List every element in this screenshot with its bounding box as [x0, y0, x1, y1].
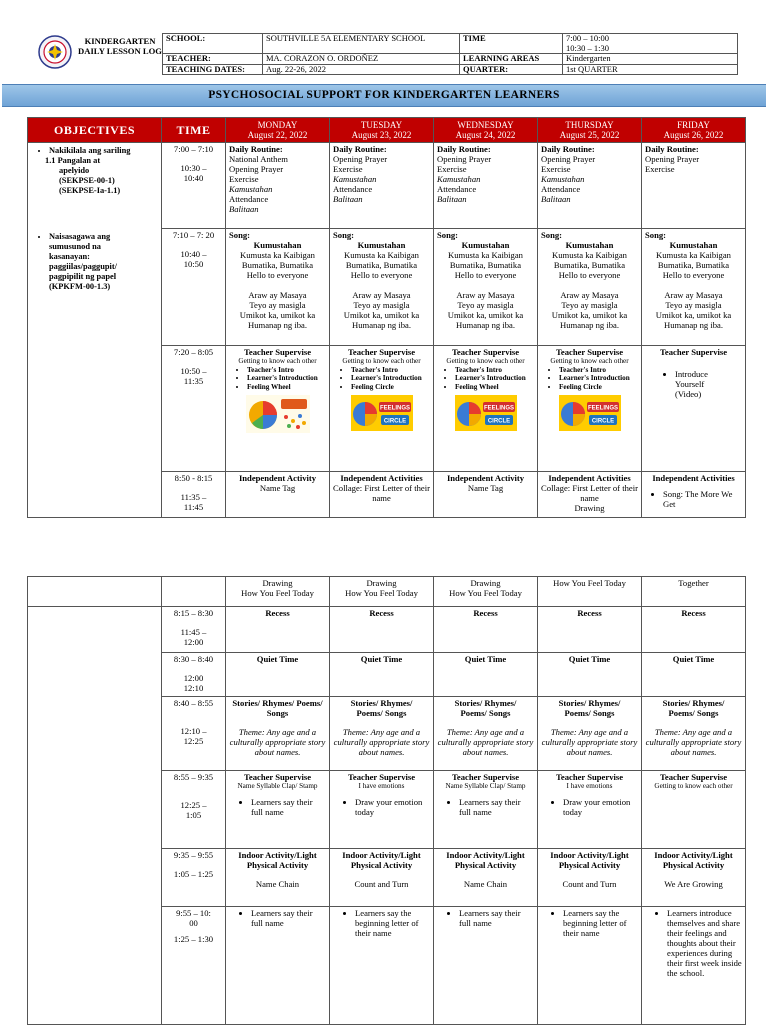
- quiet-friday: Quiet Time: [642, 653, 746, 697]
- continued-monday: Drawing How You Feel Today: [226, 577, 330, 607]
- objective-2: • Naisasagawa ang sumusunod na kasanayan: paggiilas/paggupit/ pagpipilit ng papel (KPKFM-00-1.3): [49, 232, 158, 292]
- time-cell-indoor: 9:35 – 9:55 1:05 – 1:25: [162, 849, 226, 907]
- dll-title-line2: DAILY LESSON LOG: [78, 46, 162, 56]
- feelings-circle-picture: [437, 395, 534, 431]
- recess-monday: Recess: [226, 607, 330, 653]
- day-header-monday: MONDAY August 22, 2022: [226, 118, 330, 143]
- time-cell-supervise-2: 8:55 – 9:35 12:25 – 1:05: [162, 771, 226, 849]
- quiet-thursday: Quiet Time: [538, 653, 642, 697]
- time-cell-supervise: 7:20 – 8:05 10:50 – 11:35: [162, 346, 226, 472]
- indoor-wednesday: Indoor Activity/Light Physical Activity Name Chain: [434, 849, 538, 907]
- lesson-table-2: [27, 576, 746, 1025]
- supervise-thursday: Teacher Supervise Getting to know each other • Teacher's Intro • Learner's Introduction • Feeling Circle FEELINGS CIRCLE: [538, 346, 642, 472]
- continued-friday: Together: [642, 577, 746, 607]
- objective-1: • Nakikilala ang sariling 1.1 Pangalan at apelyido (SEKPSE-00-1) (SEKPSE-Ia-1.1): [49, 146, 158, 196]
- objectives-cell: [28, 143, 162, 518]
- learning-areas-value: Kindergarten: [563, 54, 738, 65]
- routine-friday: Daily Routine: Opening Prayer Exercise: [642, 143, 746, 229]
- last-monday: • Learners say their full name: [226, 907, 330, 1025]
- supervise2-friday: Teacher Supervise Getting to know each other: [642, 771, 746, 849]
- supervise2-thursday: Teacher Supervise I have emotions • Draw your emotion today: [538, 771, 642, 849]
- quarter-label: QUARTER:: [460, 64, 563, 75]
- time-continued: [162, 577, 226, 607]
- supervise2-wednesday: Teacher Supervise Name Syllable Clap/ Stamp • Learners say their full name: [434, 771, 538, 849]
- supervise-friday: Teacher Supervise • Introduce Yourself (Video): [642, 346, 746, 472]
- independent-tuesday: Independent Activities Collage: First Letter of their name: [330, 472, 434, 518]
- svg-text:CIRCLE: CIRCLE: [591, 418, 614, 425]
- feeling-wheel-picture: [229, 395, 326, 433]
- time-cell-last: 9:55 – 10: 00 1:25 – 1:30: [162, 907, 226, 1025]
- objectives-continued: [28, 577, 162, 607]
- independent-friday: Independent Activities • Song: The More We Get: [642, 472, 746, 518]
- last-wednesday: • Learners say their full name: [434, 907, 538, 1025]
- teaching-dates-label: TEACHING DATES:: [163, 64, 263, 75]
- recess-thursday: Recess: [538, 607, 642, 653]
- indoor-friday: Indoor Activity/Light Physical Activity We Are Growing: [642, 849, 746, 907]
- quiet-tuesday: Quiet Time: [330, 653, 434, 697]
- continued-tuesday: Drawing How You Feel Today: [330, 577, 434, 607]
- independent-wednesday: Independent Activity Name Tag: [434, 472, 538, 518]
- stories-monday: Stories/ Rhymes/ Poems/ Songs Theme: Any age and a culturally appropriate story about names.: [226, 697, 330, 771]
- dll-title-line1: KINDERGARTEN: [84, 36, 156, 46]
- svg-text:CIRCLE: CIRCLE: [383, 418, 406, 425]
- feelings-circle-picture: [541, 395, 638, 431]
- stories-friday: Stories/ Rhymes/ Poems/ Songs Theme: Any age and a culturally appropriate story about names.: [642, 697, 746, 771]
- header-info-table: [162, 33, 738, 75]
- page-banner: PSYCHOSOCIAL SUPPORT FOR KINDERGARTEN LEARNERS: [2, 84, 766, 107]
- continued-thursday: How You Feel Today: [538, 577, 642, 607]
- time-header: TIME: [162, 118, 226, 143]
- recess-wednesday: Recess: [434, 607, 538, 653]
- independent-thursday: Independent Activities Collage: First Letter of their name Drawing: [538, 472, 642, 518]
- time-cell-quiet: 8:30 – 8:40 12:00 12:10: [162, 653, 226, 697]
- teaching-dates-value: Aug. 22-26, 2022: [263, 64, 460, 75]
- last-thursday: • Learners say the beginning letter of their name: [538, 907, 642, 1025]
- continued-wednesday: Drawing How You Feel Today: [434, 577, 538, 607]
- time-value-1: 7:00 – 10:00: [566, 33, 609, 43]
- indoor-monday: Indoor Activity/Light Physical Activity Name Chain: [226, 849, 330, 907]
- time-value: [563, 34, 738, 54]
- song-friday: Song: Kumustahan Kumusta ka Kaibigan Bumatika, Bumatika Hello to everyone Araw ay Masaya Teyo ay masigla Umikot ka, umikot ka Humanap ng iba.: [642, 229, 746, 346]
- last-tuesday: • Learners say the beginning letter of their name: [330, 907, 434, 1025]
- indoor-thursday: Indoor Activity/Light Physical Activity Count and Turn: [538, 849, 642, 907]
- day-header-wednesday: WEDNESDAY August 24, 2022: [434, 118, 538, 143]
- svg-text:FEELINGS: FEELINGS: [587, 405, 618, 412]
- time-label: TIME: [460, 34, 563, 54]
- stories-wednesday: Stories/ Rhymes/ Poems/ Songs Theme: Any age and a culturally appropriate story about names.: [434, 697, 538, 771]
- supervise-tuesday: Teacher Supervise Getting to know each other • Teacher's Intro • Learner's Introduction • Feeling Circle FEELINGS CIRCLE: [330, 346, 434, 472]
- stories-thursday: Stories/ Rhymes/ Poems/ Songs Theme: Any age and a culturally appropriate story about names.: [538, 697, 642, 771]
- feelings-circle-picture: [333, 395, 430, 431]
- quiet-wednesday: Quiet Time: [434, 653, 538, 697]
- school-label: SCHOOL:: [163, 34, 263, 54]
- quarter-value: 1st QUARTER: [563, 64, 738, 75]
- time-cell-independent: 8:50 - 8:15 11:35 – 11:45: [162, 472, 226, 518]
- quiet-monday: Quiet Time: [226, 653, 330, 697]
- supervise2-monday: Teacher Supervise Name Syllable Clap/ Stamp • Learners say their full name: [226, 771, 330, 849]
- teacher-value: MA. CORAZON O. ORDOÑEZ: [263, 54, 460, 65]
- indoor-tuesday: Indoor Activity/Light Physical Activity Count and Turn: [330, 849, 434, 907]
- song-wednesday: Song: Kumustahan Kumusta ka Kaibigan Bumatika, Bumatika Hello to everyone Araw ay Masaya Teyo ay masigla Umikot ka, umikot ka Humanap ng iba.: [434, 229, 538, 346]
- supervise-wednesday: Teacher Supervise Getting to know each other • Teacher's Intro • Learner's Introduction • Feeling Wheel FEELINGS CIRCLE: [434, 346, 538, 472]
- recess-friday: Recess: [642, 607, 746, 653]
- time-cell-recess: 8:15 – 8:30 11:45 – 12:00: [162, 607, 226, 653]
- day-header-thursday: THURSDAY August 25, 2022: [538, 118, 642, 143]
- routine-thursday: Daily Routine: Opening Prayer Exercise Kamustahan Attendance Balitaan: [538, 143, 642, 229]
- school-value: SOUTHVILLE 5A ELEMENTARY SCHOOL: [263, 34, 460, 54]
- time-cell-routine: 7:00 – 7:10 10:30 – 10:40: [162, 143, 226, 229]
- objectives-cell-2: [28, 607, 162, 1025]
- time-cell-song: 7:10 – 7: 20 10:40 – 10:50: [162, 229, 226, 346]
- time-value-2: 10:30 – 1:30: [566, 42, 609, 53]
- svg-text:FEELINGS: FEELINGS: [483, 405, 514, 412]
- lesson-table-1: [27, 117, 746, 518]
- svg-text:CIRCLE: CIRCLE: [487, 418, 510, 425]
- teacher-label: TEACHER:: [163, 54, 263, 65]
- routine-monday: Daily Routine: National Anthem Opening Prayer Exercise Kamustahan Attendance Balitaan: [226, 143, 330, 229]
- routine-wednesday: Daily Routine: Opening Prayer Exercise Kamustahan Attendance Balitaan: [434, 143, 538, 229]
- time-cell-stories: 8:40 – 8:55 12:10 – 12:25: [162, 697, 226, 771]
- recess-tuesday: Recess: [330, 607, 434, 653]
- song-tuesday: Song: Kumustahan Kumusta ka Kaibigan Bumatika, Bumatika Hello to everyone Araw ay Masaya Teyo ay masigla Umikot ka, umikot ka Humanap ng iba.: [330, 229, 434, 346]
- supervise2-tuesday: Teacher Supervise I have emotions • Draw your emotion today: [330, 771, 434, 849]
- day-header-friday: FRIDAY August 26, 2022: [642, 118, 746, 143]
- objectives-header: OBJECTIVES: [28, 118, 162, 143]
- learning-areas-label: LEARNING AREAS: [460, 54, 563, 65]
- day-header-tuesday: TUESDAY August 23, 2022: [330, 118, 434, 143]
- stories-tuesday: Stories/ Rhymes/ Poems/ Songs Theme: Any age and a culturally appropriate story about names.: [330, 697, 434, 771]
- song-monday: Song: Kumustahan Kumusta ka Kaibigan Bumatika, Bumatika Hello to everyone Araw ay Masaya Teyo ay masigla Umikot ka, umikot ka Humanap ng iba.: [226, 229, 330, 346]
- svg-text:FEELINGS: FEELINGS: [379, 405, 410, 412]
- song-thursday: Song: Kumustahan Kumusta ka Kaibigan Bumatika, Bumatika Hello to everyone Araw ay Masaya Teyo ay masigla Umikot ka, umikot ka Humanap ng iba.: [538, 229, 642, 346]
- supervise-monday: Teacher Supervise Getting to know each other • Teacher's Intro • Learner's Introduction • Feeling Wheel: [226, 346, 330, 472]
- deped-logo: [38, 35, 72, 69]
- last-friday: • Learners introduce themselves and share their feelings and thoughts about their experiences during their first week inside the school.: [642, 907, 746, 1025]
- routine-tuesday: Daily Routine: Opening Prayer Exercise Kamustahan Attendance Balitaan: [330, 143, 434, 229]
- independent-monday: Independent Activity Name Tag: [226, 472, 330, 518]
